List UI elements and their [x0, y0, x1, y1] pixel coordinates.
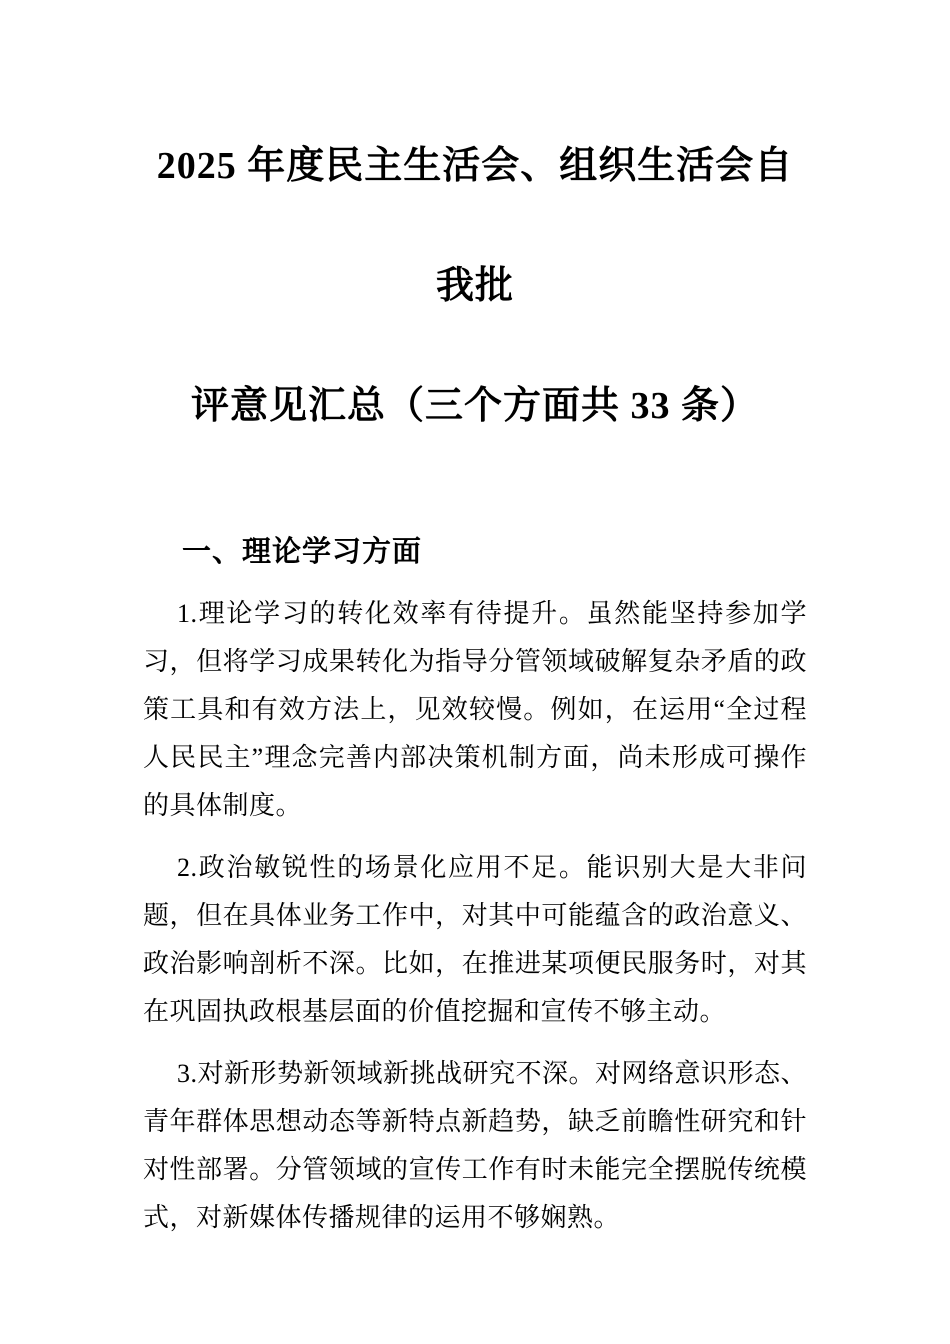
- document-title: [143, 106, 807, 466]
- section-heading-theory-study: 一、理论学习方面: [182, 536, 423, 568]
- paragraph-1: 1.理论学习的转化效率有待提升。虽然能坚持参加学习，但将学习成果转化为指导分管领域破解复杂矛盾的政策工具和有效方法上，见效较慢。例如，在运用“全过程人民民主”理念完善内部决策机制方面，尚未形成可操作的具体制度。: [143, 599, 807, 820]
- paragraph-3: 3.对新形势新领域新挑战研究不深。对网络意识形态、青年群体思想动态等新特点新趋势，缺乏前瞻性研究和针对性部署。分管领域的宣传工作有时未能完全摆脱传统模式，对新媒体传播规律的运用不够娴熟。: [143, 1059, 808, 1232]
- title-line-1: 2025 年度民主生活会、组织生活会自我批: [156, 145, 794, 307]
- paragraph-2: 2.政治敏锐性的场景化应用不足。能识别大是大非问题，但在具体业务工作中，对其中可能蕴含的政治意义、政治影响剖析不深。比如，在推进某项便民服务时，对其在巩固执政根基层面的价值挖掘和宣传不够主动。: [143, 853, 807, 1026]
- title-line-2: 评意见汇总（三个方面共 33 条）: [190, 385, 759, 427]
